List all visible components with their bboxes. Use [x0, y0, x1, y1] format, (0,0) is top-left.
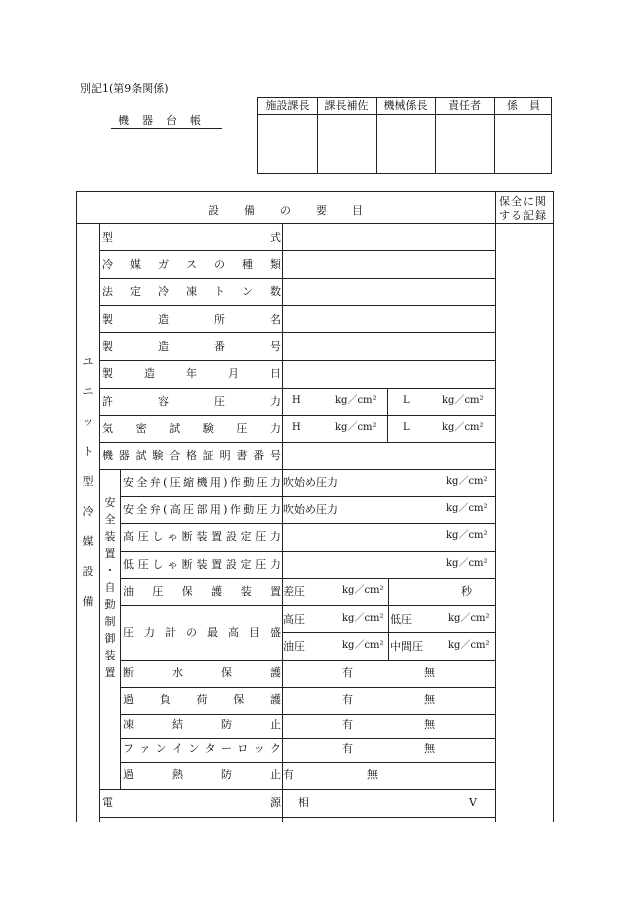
- freeze-no[interactable]: 無: [424, 718, 435, 731]
- overload-no[interactable]: 無: [424, 693, 435, 706]
- overload-yes[interactable]: 有: [342, 693, 353, 706]
- sig-header-deputy: 課長補佐: [324, 99, 369, 112]
- sig-header-facility-chief: 施設課長: [265, 99, 310, 112]
- overheat-no[interactable]: 無: [367, 768, 378, 781]
- gauge-oil-unit: kg／cm²: [342, 640, 384, 651]
- airtight-l: L: [403, 422, 410, 433]
- oil-sec: 秒: [461, 585, 472, 598]
- label-model: 型 式: [102, 231, 281, 244]
- sig-cell-3[interactable]: [376, 115, 435, 173]
- valve-comp-blow: 吹始め圧力: [283, 476, 338, 489]
- valve-high-blow: 吹始め圧力: [283, 503, 338, 516]
- label-valve-comp: 安 全 弁 ( 圧 縮 機 用 ) 作 動 圧 力: [123, 476, 281, 489]
- label-water-protect: 断 水 保 護: [123, 666, 281, 679]
- label-allow-pressure: 許 容 圧 力: [102, 395, 281, 408]
- label-freeze: 凍 結 防 止: [123, 718, 281, 731]
- label-cutoff-high: 高 圧 し ゃ 断 装 置 設 定 圧 力: [123, 530, 281, 543]
- gauge-high-unit: kg／cm²: [342, 613, 384, 624]
- gauge-high: 高圧: [283, 613, 305, 626]
- sig-cell-2[interactable]: [317, 115, 376, 173]
- allow-l-unit: kg／cm²: [442, 395, 484, 406]
- label-date: 製 造 年 月 日: [102, 367, 281, 380]
- allow-l: L: [403, 395, 410, 406]
- label-airtight: 気 密 試 験 圧 力: [102, 422, 281, 435]
- page-title: 機 器 台 帳: [118, 114, 202, 127]
- power-phase: 相: [298, 796, 309, 809]
- fan-yes[interactable]: 有: [342, 742, 353, 755]
- sig-cell-1[interactable]: [258, 115, 317, 173]
- allow-h-unit: kg／cm²: [335, 395, 377, 406]
- label-serial: 製 造 番 号: [102, 340, 281, 353]
- label-maker: 製 造 所 名: [102, 313, 281, 326]
- label-overheat: 過 熱 防 止: [123, 768, 281, 781]
- label-fan-interlock: フ ァ ン イ ン タ ー ロ ッ ク: [123, 742, 281, 755]
- cutoff-high-unit: kg／cm²: [446, 530, 488, 541]
- valve-high-unit: kg／cm²: [446, 503, 488, 514]
- label-valve-high: 安 全 弁 ( 高 圧 部 用 ) 作 動 圧 力: [123, 503, 281, 516]
- sig-header-staff: 係 員: [507, 99, 540, 112]
- title-underline: [111, 128, 222, 129]
- label-overload: 過 負 荷 保 護: [123, 693, 281, 706]
- gauge-mid-unit: kg／cm²: [448, 640, 490, 651]
- label-legal-ton: 法 定 冷 凍 ト ン 数: [102, 285, 281, 298]
- signature-box: [257, 97, 552, 174]
- sig-cell-5[interactable]: [494, 115, 552, 173]
- gauge-oil: 油圧: [283, 640, 305, 653]
- allow-h: H: [292, 395, 301, 406]
- airtight-h: H: [292, 422, 301, 433]
- label-oil-protect: 油 圧 保 護 装 置: [123, 585, 281, 598]
- valve-comp-unit: kg／cm²: [446, 476, 488, 487]
- group-safety-control: 安 全 装 置 ・ 自 動 制 御 装 置: [104, 496, 116, 679]
- label-cutoff-low: 低 圧 し ゃ 断 装 置 設 定 圧 力: [123, 558, 281, 571]
- fan-no[interactable]: 無: [424, 742, 435, 755]
- airtight-h-unit: kg／cm²: [335, 422, 377, 433]
- water-no[interactable]: 無: [424, 666, 435, 679]
- oil-diff: 差圧: [283, 585, 305, 598]
- sig-header-machine-chief: 機械係長: [383, 99, 428, 112]
- gauge-mid: 中間圧: [390, 640, 423, 653]
- freeze-yes[interactable]: 有: [342, 718, 353, 731]
- oil-diff-unit: kg／cm²: [342, 585, 384, 596]
- gauge-low: 低圧: [390, 613, 412, 626]
- label-power: 電 源: [102, 796, 281, 809]
- header-equipment-specs: 設 備 の 要 目: [208, 204, 364, 217]
- label-cert: 機 器 試 験 合 格 証 明 書 番 号: [102, 449, 281, 462]
- reference-label: 別記1(第9条関係): [80, 82, 169, 95]
- power-volt: V: [469, 796, 477, 809]
- sig-cell-4[interactable]: [435, 115, 494, 173]
- overheat-yes[interactable]: 有: [283, 768, 294, 781]
- sig-header-responsible: 責任者: [448, 99, 481, 112]
- water-yes[interactable]: 有: [342, 666, 353, 679]
- cutoff-low-unit: kg／cm²: [446, 558, 488, 569]
- label-gauge-max: 圧 力 計 の 最 高 目 盛: [123, 626, 281, 639]
- header-maintenance-record: 保全に関 する記録: [499, 195, 547, 222]
- group-unit-refrigerant: ユ ニ ッ ト 型 冷 媒 設 備: [82, 355, 94, 608]
- airtight-l-unit: kg／cm²: [442, 422, 484, 433]
- label-refrigerant: 冷 媒 ガ ス の 種 類: [102, 258, 281, 271]
- gauge-low-unit: kg／cm²: [448, 613, 490, 624]
